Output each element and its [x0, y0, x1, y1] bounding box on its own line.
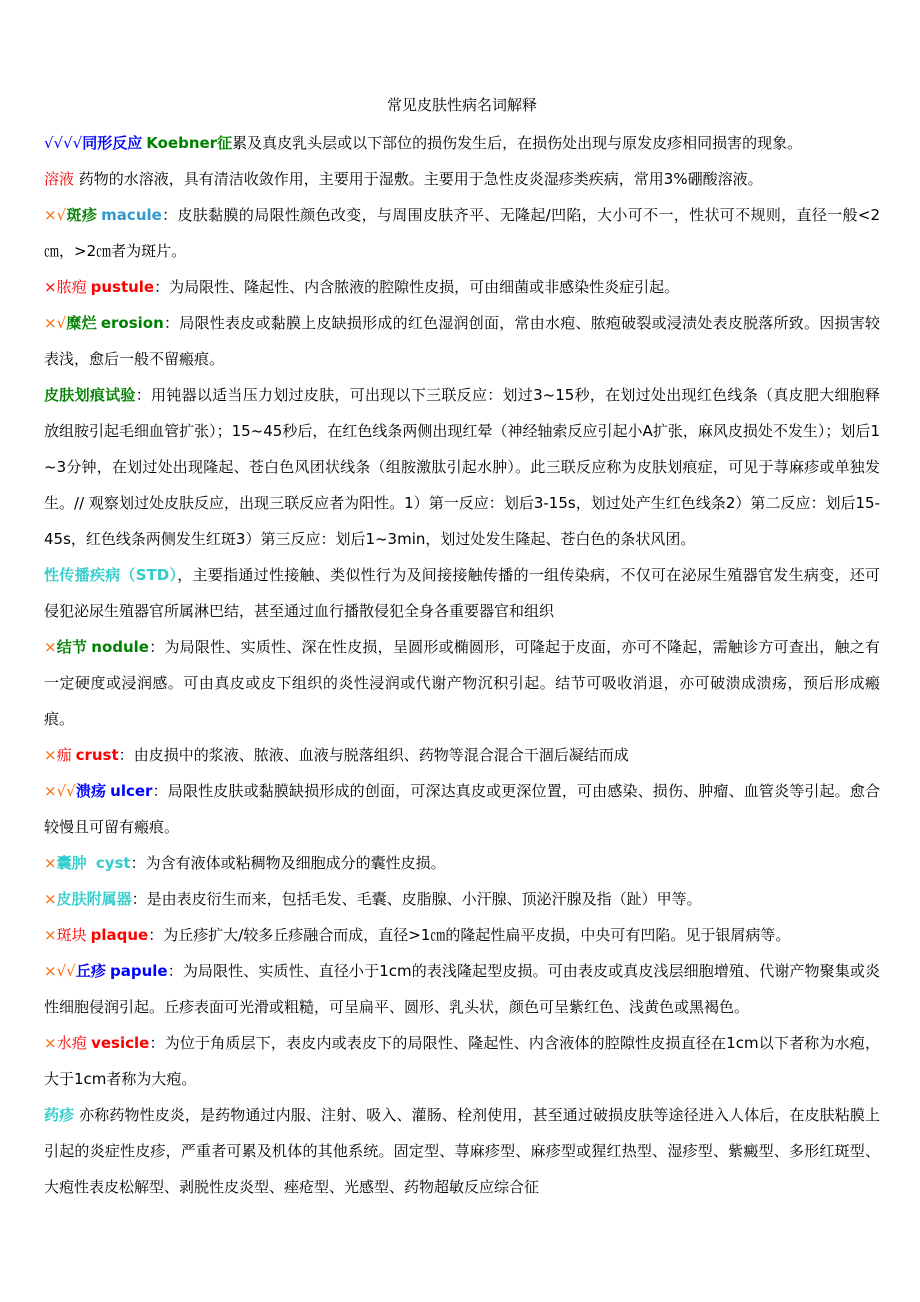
- latin-term: Koebner: [146, 134, 218, 152]
- definition-entry: [44, 557, 880, 629]
- term-label: 糜烂: [66, 314, 97, 332]
- term-label: 皮肤划痕试验: [44, 386, 136, 404]
- latin-term: crust: [75, 746, 119, 764]
- definition-text: 亦称药物性皮炎，是药物通过内服、注射、吸入、灌肠、栓剂使用，甚至通过破损皮肤等途径进入人体后，在皮肤粘膜上引起的炎症性皮疹，严重者可累及机体的其他系统。固定型、荨麻疹型、麻疹型或猩红热型、湿疹型、紫癜型、多形红斑型、大疱性表皮松解型、剥脱性皮炎型、痤疮型、光感型、药物超敏反应综合征: [44, 1106, 880, 1196]
- separator: ：: [131, 890, 147, 908]
- term-suffix: 征: [217, 134, 233, 152]
- term-label: 斑疹: [66, 206, 98, 224]
- definition-text: 由皮损中的浆液、脓液、血液与脱落组织、药物等混合混合干涸后凝结而成: [133, 746, 629, 764]
- definition-entry: [44, 197, 880, 269]
- definition-text: 为局限性、实质性、直径小于1cm的表浅隆起型皮损。可由表皮或真皮浅层细胞增殖、代谢产物聚集或炎性细胞侵润引起。丘疹表面可光滑或粗糙，可呈扁平、圆形、乳头状，颜色可呈紫红色、浅黄色或黑褐色。: [44, 962, 880, 1016]
- separator: ：: [152, 782, 168, 800]
- term-label: 同形反应: [82, 134, 143, 152]
- term-label: 痂: [56, 746, 72, 764]
- definition-entry: [44, 377, 880, 557]
- separator: ：: [118, 746, 134, 764]
- term-label: 性传播疾病（STD）: [44, 566, 178, 584]
- definition-text: 用钝器以适当压力划过皮肤，可出现以下三联反应：划过3~15秒，在划过处出现红色线条（真皮肥大细胞释放组胺引起毛细血管扩张）；15~45秒后，在红色线条两侧出现红晕（神经轴索反应引起小A扩张，麻风皮损处不发生）；划后1~3分钟，在划过处出现隆起、苍白色风团状线条（组胺激肽引起水肿）。此三联反应称为皮肤划痕症，可见于荨麻疹或单独发生。// 观察划过处皮肤反应，出现三联反应者为阳性。1）第一反应：划后3-15s，划过处产生红色线条2）第二反应：划后15-45s，红色线条两侧发生红斑3）第三反应：划后1~3min，划过处发生隆起、苍白色的条状风团。: [44, 386, 880, 548]
- definition-text: 主要指通过性接触、类似性行为及间接接触传播的一组传染病，不仅可在泌尿生殖器官发生病变，还可侵犯泌尿生殖器官所属淋巴结，甚至通过血行播散侵犯全身各重要器官和组织: [44, 566, 880, 620]
- latin-term: ulcer: [110, 782, 153, 800]
- term-label: 皮肤附属器: [56, 890, 132, 908]
- term-label: 溶液: [44, 170, 75, 188]
- status-marks: ×: [44, 746, 57, 764]
- status-marks: ×: [44, 278, 57, 296]
- separator: ：: [148, 638, 165, 656]
- definition-entry: [44, 845, 880, 881]
- term-label: 溃疡: [75, 782, 107, 800]
- status-marks: ×: [44, 890, 57, 908]
- document-page: [44, 94, 880, 1205]
- definition-text: 为局限性、隆起性、内含脓液的腔隙性皮损，可由细菌或非感染性炎症引起。: [169, 278, 680, 296]
- separator: ：: [149, 1034, 165, 1052]
- definition-entry: [44, 161, 880, 197]
- definition-text: 为含有液体或粘稠物及细胞成分的囊性皮损。: [145, 854, 446, 872]
- status-marks: ×: [44, 638, 57, 656]
- status-marks: ×√: [44, 206, 67, 224]
- definition-text: 局限性表皮或黏膜上皮缺损形成的红色湿润创面，常由水疱、脓疱破裂或浸渍处表皮脱落所致。因损害较表浅，愈后一般不留瘢痕。: [44, 314, 880, 368]
- status-marks: ×: [44, 1034, 57, 1052]
- definition-entry: [44, 773, 880, 845]
- separator: ：: [130, 854, 146, 872]
- definition-entry: [44, 953, 880, 1025]
- latin-term: plaque: [90, 926, 149, 944]
- status-marks: ×: [44, 854, 57, 872]
- latin-term: cyst: [90, 854, 131, 872]
- term-label: 结节: [56, 638, 88, 656]
- status-marks: √√√√: [44, 134, 83, 152]
- definition-text: 为丘疹扩大/较多丘疹融合而成，直径>1㎝的隆起性扁平皮损，中央可有凹陷。见于银屑病等。: [163, 926, 791, 944]
- latin-term: erosion: [100, 314, 164, 332]
- separator: ：: [163, 314, 180, 332]
- latin-term: nodule: [91, 638, 149, 656]
- definition-entry: [44, 1097, 880, 1205]
- definition-entry: [44, 1025, 880, 1097]
- definition-entry: [44, 629, 880, 737]
- definition-entry: [44, 917, 880, 953]
- separator: ：: [167, 962, 183, 980]
- status-marks: ×√√: [44, 782, 76, 800]
- definition-text: 皮肤黏膜的局限性颜色改变，与周围皮肤齐平、无隆起/凹陷，大小可不一，性状可不规则，直径一般<2㎝，>2㎝者为斑片。: [44, 206, 880, 260]
- separator: ：: [148, 926, 164, 944]
- definition-text: 局限性皮肤或黏膜缺损形成的创面，可深达真皮或更深位置，可由感染、损伤、肿瘤、血管炎等引起。愈合较慢且可留有瘢痕。: [44, 782, 880, 836]
- separator: ：: [154, 278, 170, 296]
- definition-entry: [44, 269, 880, 305]
- term-label: 药疹: [44, 1106, 75, 1124]
- separator: ，: [177, 566, 193, 584]
- definition-entry: [44, 881, 880, 917]
- term-label: 丘疹: [75, 962, 107, 980]
- document-title: 常见皮肤性病名词解释: [386, 96, 537, 114]
- latin-term: vesicle: [91, 1034, 150, 1052]
- definition-text: 药物的水溶液，具有清洁收敛作用，主要用于湿敷。主要用于急性皮炎湿疹类疾病，常用3%硼酸溶液。: [78, 170, 763, 188]
- latin-term: pustule: [90, 278, 155, 296]
- definition-text: 是由表皮衍生而来，包括毛发、毛囊、皮脂腺、小汗腺、顶泌汗腺及指（趾）甲等。: [146, 890, 702, 908]
- term-label: 斑块: [56, 926, 87, 944]
- latin-term: papule: [110, 962, 168, 980]
- definition-entry: [44, 305, 880, 377]
- definition-entry: [44, 125, 880, 161]
- term-label: 水疱: [56, 1034, 88, 1052]
- definition-text: 累及真皮乳头层或以下部位的损伤发生后，在损伤处出现与原发皮疹相同损害的现象。: [232, 134, 803, 152]
- latin-term: macule: [101, 206, 162, 224]
- status-marks: ×: [44, 926, 57, 944]
- status-marks: ×√√: [44, 962, 76, 980]
- separator: ：: [135, 386, 151, 404]
- definition-entry: [44, 737, 880, 773]
- entry-list: [44, 125, 880, 1205]
- definition-text: 为位于角质层下，表皮内或表皮下的局限性、隆起性、内含液体的腔隙性皮损直径在1cm以下者称为水疱，大于1cm者称为大疱。: [44, 1034, 880, 1088]
- status-marks: ×√: [44, 314, 67, 332]
- term-label: 脓疱: [56, 278, 87, 296]
- definition-text: 为局限性、实质性、深在性皮损，呈圆形或椭圆形，可隆起于皮面，亦可不隆起，需触诊方可查出，触之有一定硬度或浸润感。可由真皮或皮下组织的炎性浸润或代谢产物沉积引起。结节可吸收消退，亦可破溃成溃疡，预后形成瘢痕。: [44, 638, 880, 728]
- term-label: 囊肿: [56, 854, 87, 872]
- separator: ：: [161, 206, 178, 224]
